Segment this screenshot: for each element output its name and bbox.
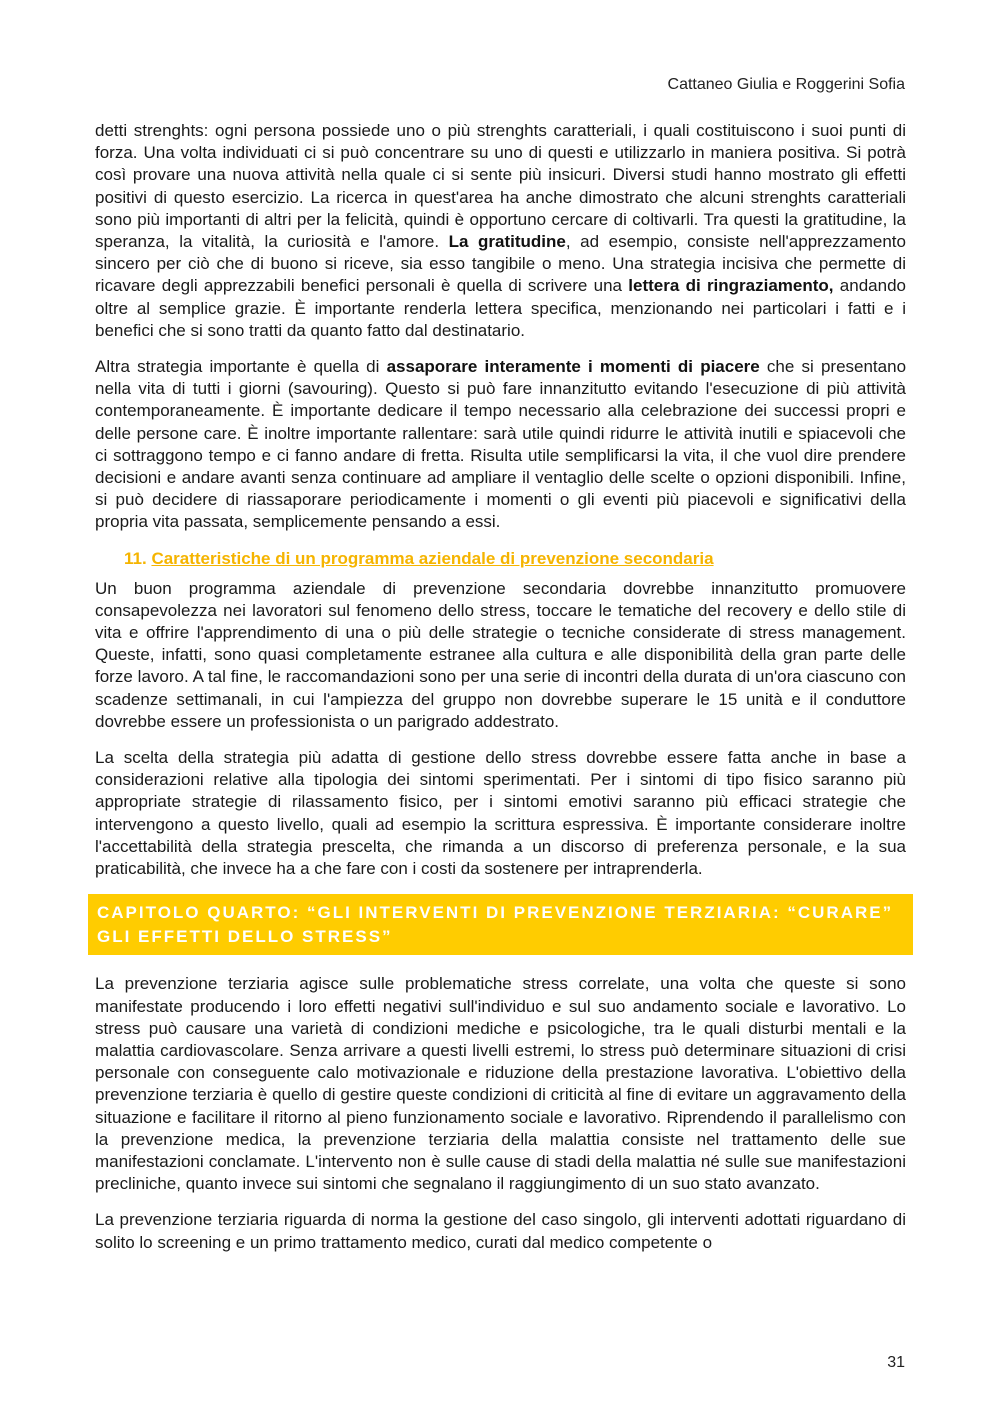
paragraph-programma: Un buon programma aziendale di prevenzione secondaria dovrebbe innanzitutto promuovere consapevolezza nei lavoratori sul fenomeno dello stress, toccare le tematiche del recovery e dello stile di vita e offrire l'apprendimento di una o più delle strategie o tecniche considerate di stress management. Queste, infatti, sono quasi completamente estranee alla cultura e alle disponibilità della gran parte delle forze lavoro. A tal fine, le raccomandazioni sono per una serie di incontri della durata di un'ora ciascuno con scadenze settimanali, in cui l'ampiezza del gruppo non dovrebbe superare le 15 unità e il conduttore dovrebbe essere un professionista o un parigrado addestrato. — [95, 578, 906, 731]
text-run: che si presentano nella vita di tutti i giorni (savouring). Questo si può fare innanzitutto evitando l'esecuzione di più attività contemporaneamente. È importante dedicare il tempo necessario alla celebrazione dei successi propri e delle persone care. È inoltre importante rallentare: sarà utile quindi ridurre le attività inutili e spiacevoli che ci sottraggono tempo e ci fanno andare di fretta. Risulta utile semplificarsi la vita, il che vuol dire prendere decisioni e andare avanti senza continuare ad ampliare il ventaglio delle scelte o opzioni disponibili. Infine, si può decidere di riassaporare periodicamente i momenti o gli eventi più piacevoli e significativi della propria vita passata, semplicemente pensando a essi. — [95, 357, 907, 532]
text-run: detti strenghts: ogni persona possiede uno o più strenghts caratteriali, i quali costituiscono i suoi punti di forza. Una volta individuati ci si può concentrare su uno di questi e utilizzarlo in maniera positiva. Si potrà così provare una nuova attività nella quale ci si sente più insicuri. Diversi studi hanno mostrato gli effetti positivi di questo esercizio. La ricerca in quest'area ha anche dimostrato che alcuni strenghts caratteriali sono più importanti di altri per la felicità, quindi è opportuno cercare di coltivarli. Tra questi la gratitudine, la speranza, la vitalità, la curiosità e l'amore. — [95, 121, 906, 252]
bold-phrase-lettera: lettera di ringraziamento, — [628, 276, 834, 296]
section-heading — [124, 548, 906, 570]
document-body — [95, 120, 906, 1254]
paragraph-caso-singolo: La prevenzione terziaria riguarda di norma la gestione del caso singolo, gli interventi adottati riguardano di solito lo screening e un primo trattamento medico, curati dal medico competente o — [95, 1210, 906, 1252]
text-run: , ad esempio, consiste nell'apprezzamento sincero per ciò che di buono si riceve, sia esso tangibile o meno. Una strategia incisiva che permette di ricavare degli apprezzabili benefici personali è quella di scrivere una — [95, 232, 906, 296]
section-number: 11. — [124, 548, 147, 568]
text-run: Altra strategia importante è quella di — [95, 357, 387, 377]
section-title-link[interactable]: Caratteristiche di un programma aziendale di prevenzione secondaria — [151, 548, 714, 568]
text-run: andando oltre al semplice grazie. È importante renderla lettera specifica, menzionando nei particolari i fatti e i benefici che si sono tratti da quanto fatto dal destinatario. — [95, 276, 906, 340]
bold-phrase-gratitudine: La gratitudine — [448, 232, 566, 252]
bold-phrase-assaporare: assaporare interamente i momenti di piacere — [386, 357, 760, 377]
running-header: Cattaneo Giulia e Roggerini Sofia — [667, 76, 905, 93]
paragraph-strategia: La scelta della strategia più adatta di gestione dello stress dovrebbe essere fatta anche in base a considerazioni relative alla tipologia dei sintomi sperimentati. Per i sintomi di tipo fisico saranno più appropriate strategie di rilassamento fisico, per i sintomi emotivi saranno più efficaci strategie che intervengono a questo livello, quali ad esempio la scrittura espressiva. È importante considerare inoltre l'accettabilità della strategia prescelta, che rimanda a un discorso di preferenza personale, e la sua praticabilità, che invece ha a che fare con i costi da sostenere per intraprenderla. — [95, 748, 906, 879]
page-number: 31 — [887, 1354, 905, 1371]
chapter-heading-line: GLI EFFETTI DELLO STRESS” — [97, 927, 393, 947]
paragraph-terziaria: La prevenzione terziaria agisce sulle problematiche stress correlate, una volta che queste si sono manifestate producendo i loro effetti negativi sull'individuo e sul suo andamento sociale e lavorativo. Lo stress può causare una varietà di condizioni mediche e psicologiche, tra le quali disturbi mentali e la malattia cardiovascolare. Senza arrivare a questi livelli estremi, lo stress può determinare situazioni di crisi personale con conseguente calo motivazionale e riduzione della prestazione lavorativa. L'obiettivo della prevenzione terziaria è quello di gestire queste condizioni di criticità al fine di evitare un aggravamento della situazione e facilitare il ritorno al pieno funzionamento sociale e lavorativo. Riprendendo il parallelismo con la prevenzione medica, la prevenzione terziaria della malattia consiste nel trattamento delle sue manifestazioni conclamate. L'intervento non è sulle cause di stadi della malattia né sulle sue manifestazioni precliniche, quanto invece sui sintomi che segnalano il raggiungimento di un suo stato avanzato. — [95, 974, 906, 1194]
chapter-heading-line: CAPITOLO QUARTO: “GLI INTERVENTI DI PREVENZIONE TERZIARIA: “CURARE” — [97, 903, 894, 923]
paragraph-savouring — [95, 356, 906, 534]
chapter-heading — [88, 894, 913, 955]
paragraph-strengths — [95, 120, 906, 342]
